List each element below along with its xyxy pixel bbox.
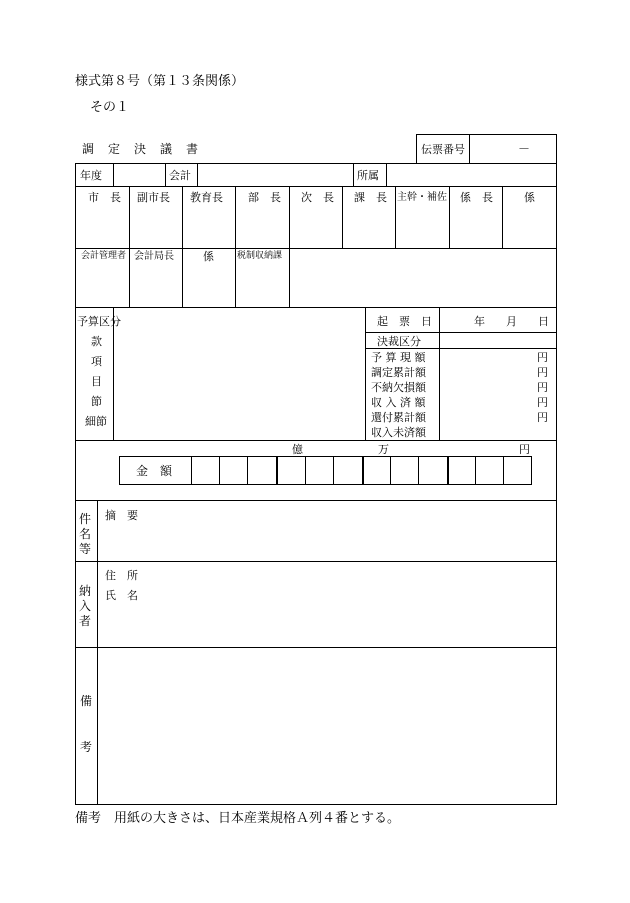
received-amount-label: 収 入 済 額 <box>371 396 426 409</box>
address-label: 住 所 <box>105 569 138 582</box>
approver-accounting-director: 会計局長 <box>134 251 174 262</box>
assessed-total-label: 調定累計額 <box>371 366 426 379</box>
approver-superintendent: 教育長 <box>190 191 223 204</box>
remarks-char-2: 考 <box>80 740 93 754</box>
approver-mayor: 市 長 <box>88 191 121 204</box>
slip-number-value[interactable]: － <box>518 142 531 156</box>
subject-vertical-label: 件名等 <box>78 512 91 556</box>
budget-category-label: 予算区分 <box>77 315 121 328</box>
payer-vertical-label: 納入者 <box>78 584 91 628</box>
draft-date-label: 起 票 日 <box>377 315 432 328</box>
refund-total-label: 還付累計額 <box>371 411 426 424</box>
document-title: 調 定 決 議 書 <box>82 142 200 156</box>
amount-label: 金 額 <box>136 464 173 478</box>
fiscal-year-label: 年度 <box>80 169 102 182</box>
approver-assistant: 主幹・補佐 <box>397 192 447 203</box>
yen-loss: 円 <box>537 381 548 394</box>
approver-vice-mayor: 副市長 <box>137 191 170 204</box>
approver-subsection-chief: 係 長 <box>460 191 493 204</box>
unreceived-amount-label: 収入未済額 <box>371 426 426 439</box>
date-month: 月 <box>506 315 517 328</box>
summary-label: 摘 要 <box>105 509 138 522</box>
budget-setsu-label: 節 <box>91 395 102 408</box>
name-label: 氏 名 <box>105 589 138 602</box>
unit-man: 万 <box>378 443 389 456</box>
yen-refund: 円 <box>537 411 548 424</box>
approver-director: 部 長 <box>248 191 281 204</box>
remarks-char-1: 備 <box>80 694 93 708</box>
approver-accounting-staff: 係 <box>203 250 214 263</box>
date-day: 日 <box>538 315 549 328</box>
approver-tax-collection: 税制収納課 <box>237 251 283 261</box>
approver-accounting-manager: 会計管理者 <box>81 251 127 261</box>
approver-section-chief: 課 長 <box>354 191 387 204</box>
department-label: 所属 <box>357 169 379 182</box>
budget-kan-label: 款 <box>91 335 102 348</box>
budget-moku-label: 目 <box>91 375 102 388</box>
decision-category-label: 決裁区分 <box>377 335 421 348</box>
yen-received: 円 <box>537 396 548 409</box>
amount-box[interactable] <box>119 456 532 485</box>
loss-amount-label: 不納欠損額 <box>371 381 426 394</box>
date-year: 年 <box>474 315 485 328</box>
approver-deputy-director: 次 長 <box>301 191 334 204</box>
account-label: 会計 <box>169 169 191 182</box>
form-subtitle: その１ <box>90 100 130 115</box>
unit-oku: 億 <box>292 443 303 456</box>
form-number: 様式第８号（第１３条関係） <box>75 74 245 89</box>
slip-number-label: 伝票番号 <box>421 143 465 156</box>
footer-note: 備考 用紙の大きさは、日本産業規格Ａ列４番とする。 <box>75 811 401 826</box>
yen-assessed: 円 <box>537 366 548 379</box>
budget-saisetsu-label: 細節 <box>85 415 107 428</box>
current-budget-label: 予 算 現 額 <box>371 351 426 364</box>
yen-budget: 円 <box>537 351 548 364</box>
unit-yen: 円 <box>519 443 530 456</box>
budget-kou-label: 項 <box>91 355 102 368</box>
approver-staff: 係 <box>524 191 535 204</box>
